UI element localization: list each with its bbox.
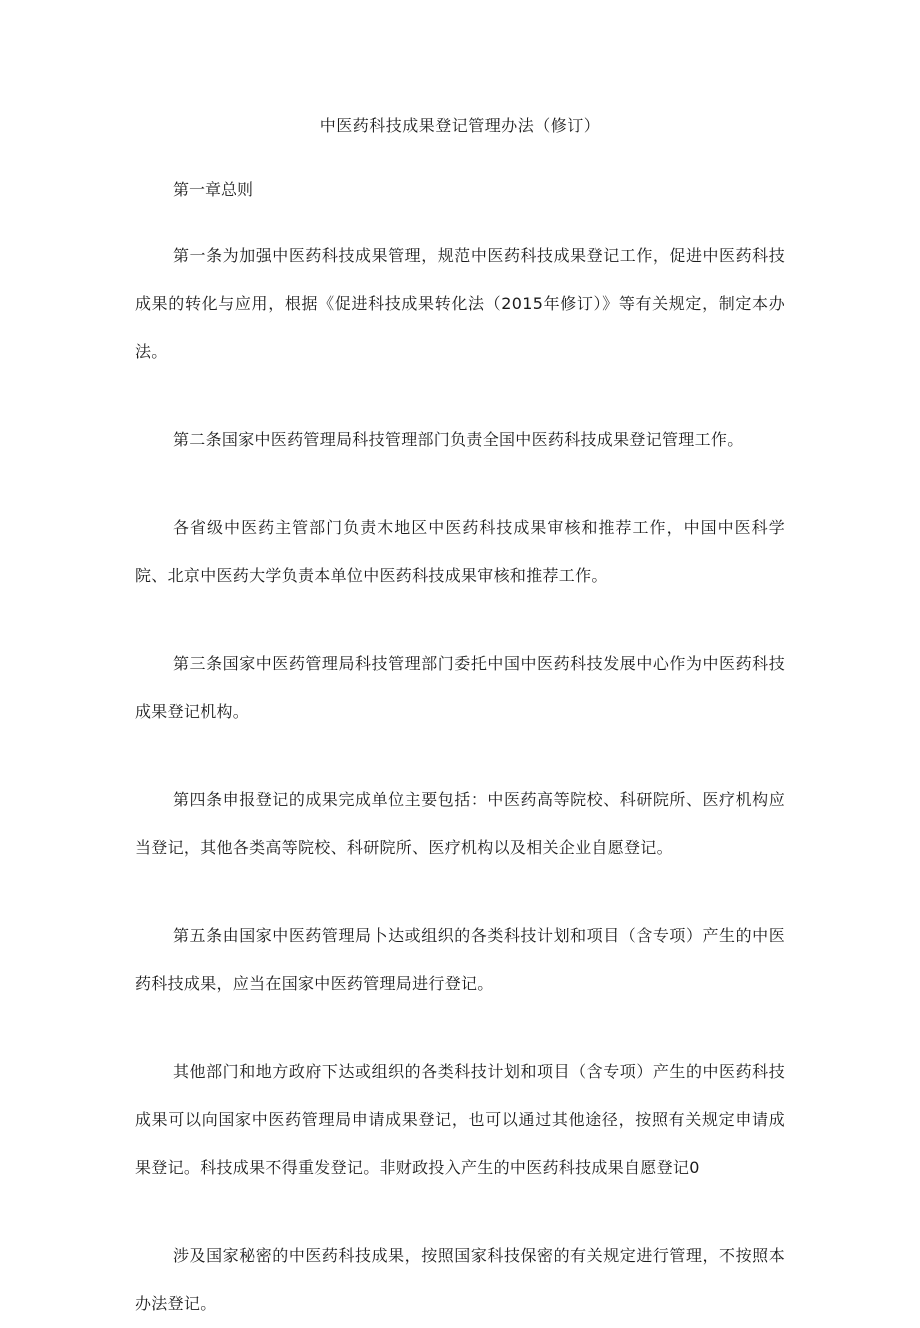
paragraph-article-4: 第四条申报登记的成果完成单位主要包括：中医药高等院校、科研院所、医疗机构应当登记，其他各类高等院校、科研院所、医疗机构以及相关企业自愿登记。 xyxy=(135,790,785,857)
paragraph-article-5-secret: 涉及国家秘密的中医药科技成果，按照国家科技保密的有关规定进行管理，不按照本办法登记。 xyxy=(135,1246,785,1313)
paragraph-article-2: 第二条国家中医药管理局科技管理部门负责全国中医药科技成果登记管理工作。 xyxy=(173,430,744,449)
paragraph-article-5: 第五条由国家中医药管理局卜达或组织的各类科技计划和项目（含专项）产生的中医药科技成果，应当在国家中医药管理局进行登记。 xyxy=(135,926,785,993)
paragraph-article-2-provincial: 各省级中医药主管部门负责木地区中医药科技成果审核和推荐工作，中国中医科学院、北京中医药大学负责本单位中医药科技成果审核和推荐工作。 xyxy=(135,518,785,585)
chapter-heading: 第一章总则 xyxy=(173,180,254,199)
paragraph-article-5-other: 其他部门和地方政府下达或组织的各类科技计划和项目（含专项）产生的中医药科技成果可以向国家中医药管理局申请成果登记，也可以通过其他途径，按照有关规定申请成果登记。科技成果不得重发登记。非财政投入产生的中医药科技成果自愿登记0 xyxy=(135,1062,785,1177)
paragraph-article-1: 第一条为加强中医药科技成果管理，规范中医药科技成果登记工作，促进中医药科技成果的转化与应用，根据《促进科技成果转化法（2015年修订）》等有关规定，制定本办法。 xyxy=(135,246,785,361)
paragraph-article-3: 第三条国家中医药管理局科技管理部门委托中国中医药科技发展中心作为中医药科技成果登记机构。 xyxy=(135,654,785,721)
document-title: 中医药科技成果登记管理办法（修订） xyxy=(319,116,601,135)
